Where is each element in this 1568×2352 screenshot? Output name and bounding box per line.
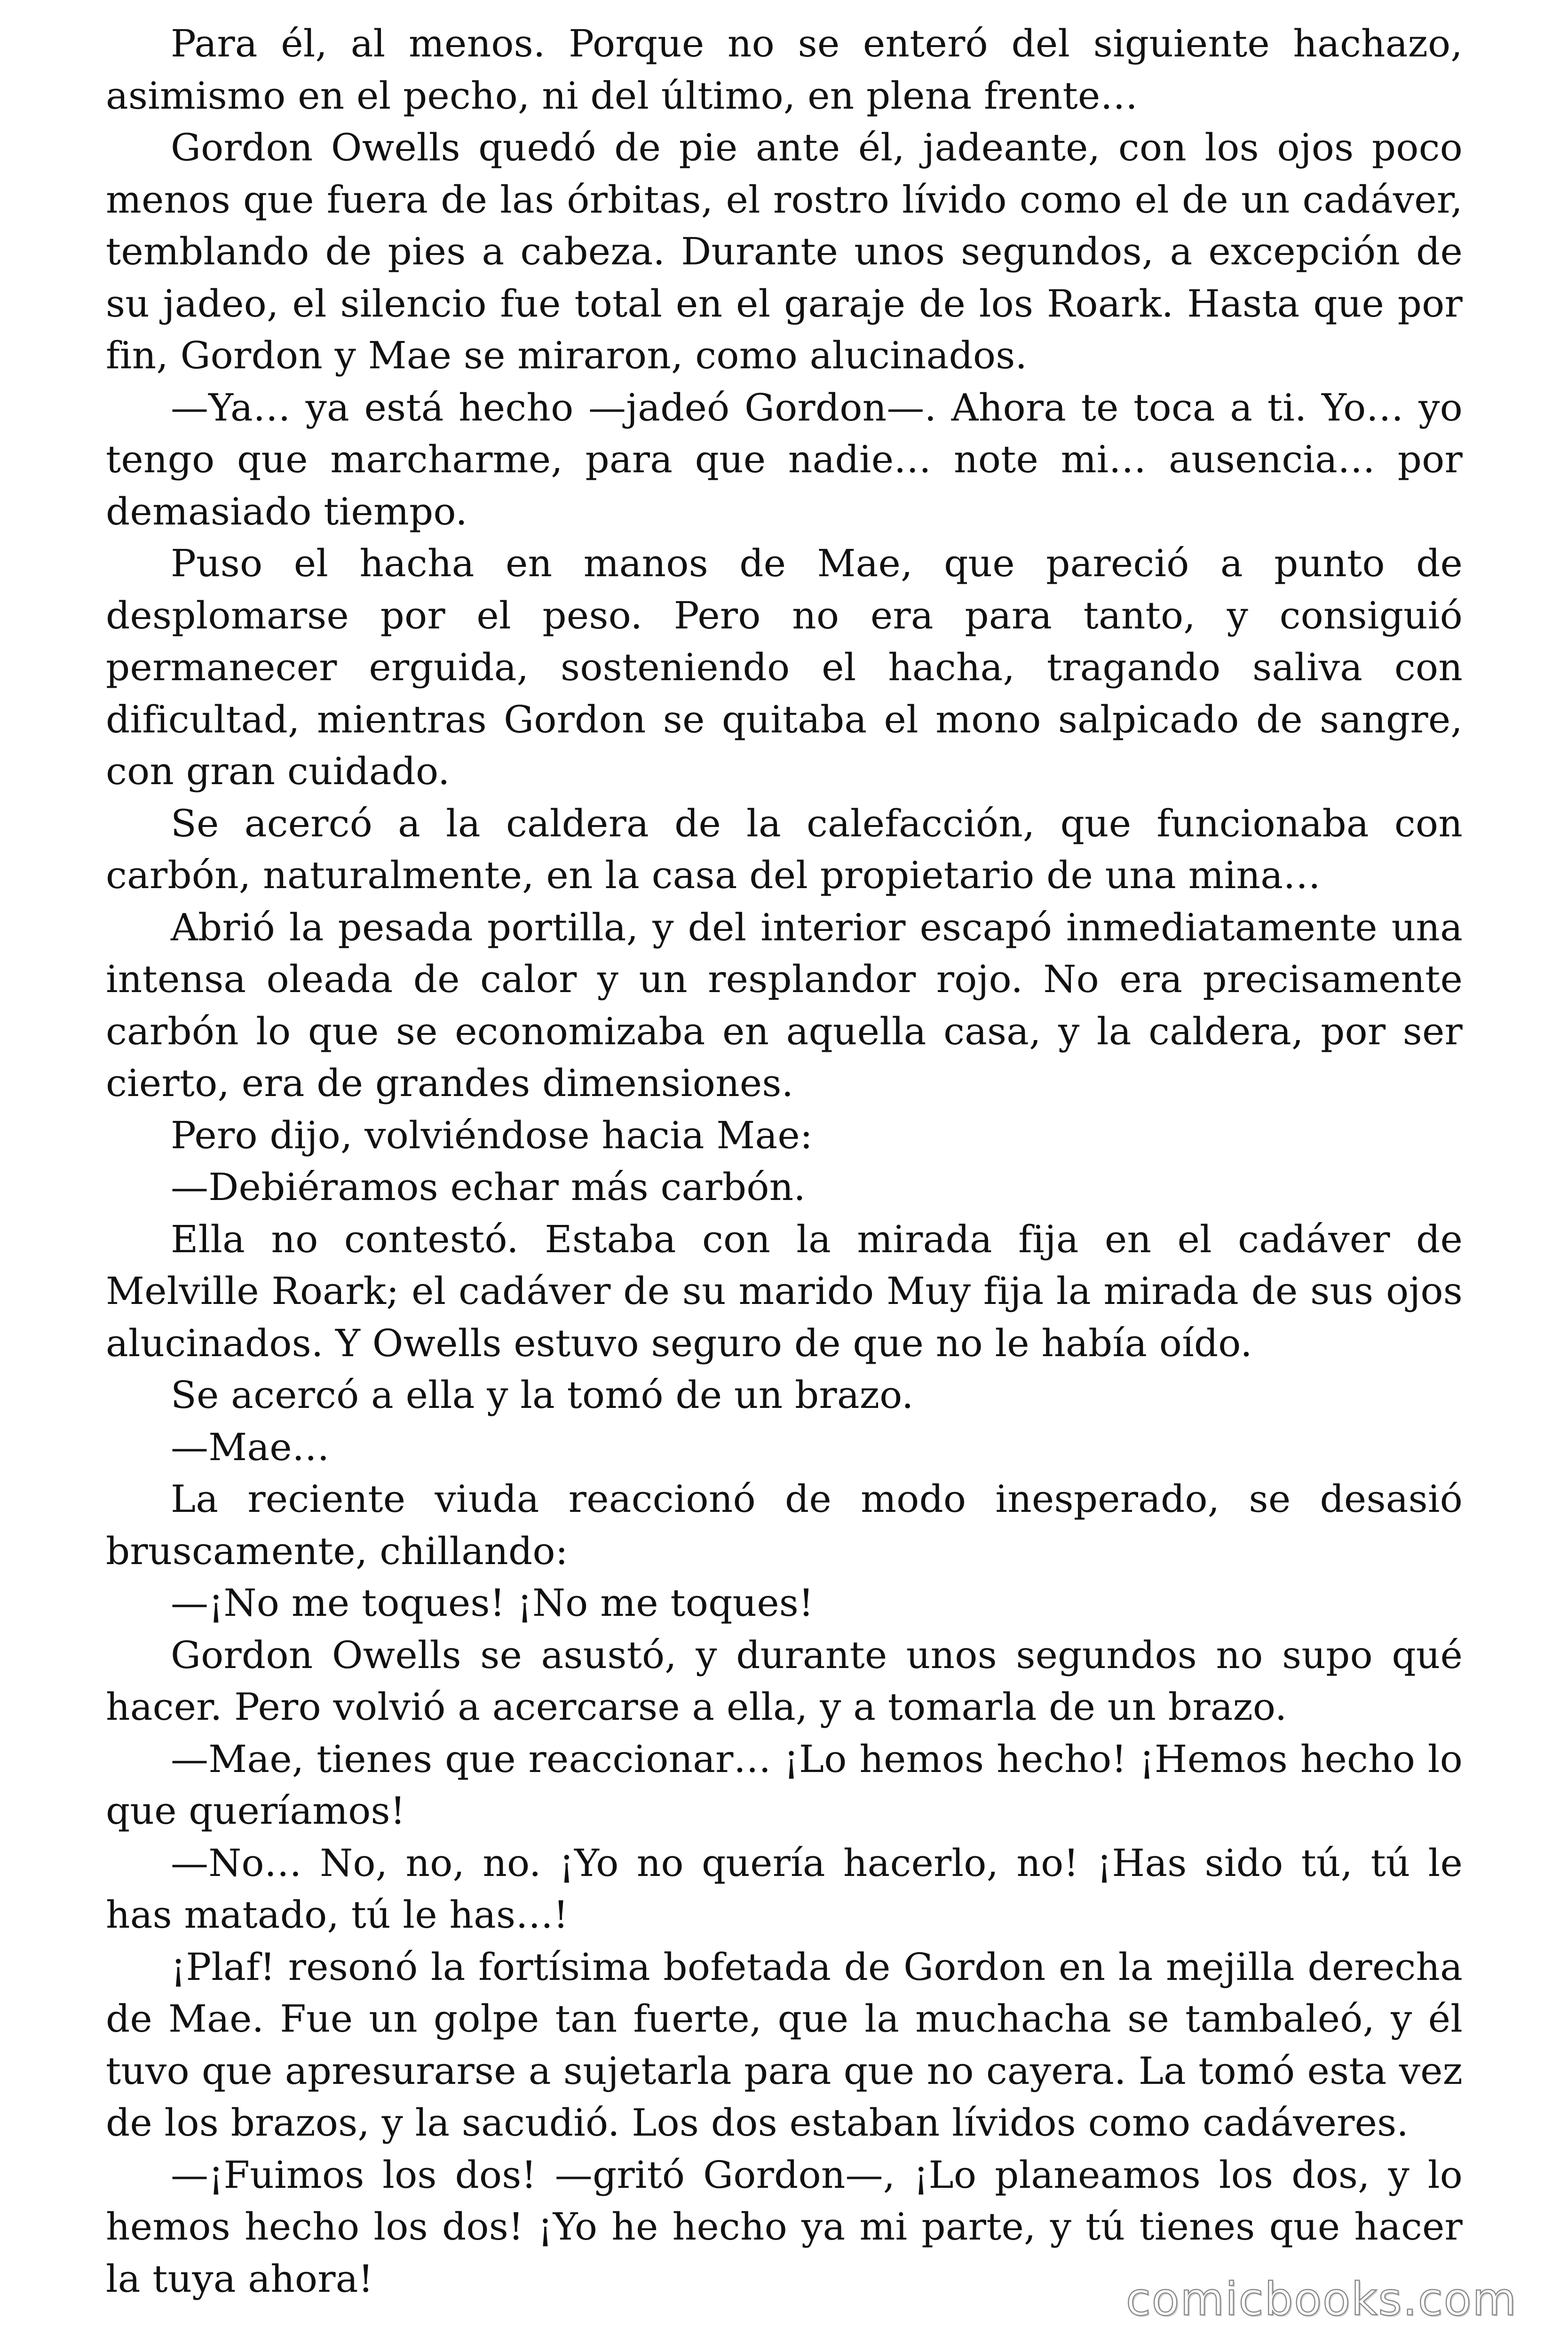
paragraph: Se acercó a ella y la tomó de un brazo.	[171, 1373, 914, 1417]
paragraph: —¡No me toques! ¡No me toques!	[171, 1581, 814, 1625]
paragraph: La reciente viuda reaccionó de modo inesperado, se desasió bruscamente, chillando:	[106, 1477, 1463, 1573]
paragraph: Ella no contestó. Estaba con la mirada fija en el cadáver de Melville Roark; el cadáver de su marido Muy fija la mirada de sus ojos alucinados. Y Owells estuvo seguro de que no le había oído.	[106, 1217, 1463, 1365]
document-page	[106, 18, 1463, 2305]
paragraph: Se acercó a la caldera de la calefacción, que funcionaba con carbón, naturalmente, en la casa del propietario de una mina…	[106, 801, 1463, 897]
watermark-logo: comicbooks.com	[1125, 2273, 1517, 2326]
paragraph: —¡Fuimos los dos! —gritó Gordon—, ¡Lo planeamos los dos, y lo hemos hecho los dos! ¡Yo he hecho ya mi parte, y tú tienes que hacer la tuya ahora!	[106, 2153, 1463, 2301]
paragraph: —Debiéramos echar más carbón.	[171, 1165, 806, 1209]
paragraph: —No… No, no, no. ¡Yo no quería hacerlo, no! ¡Has sido tú, tú le has matado, tú le has…!	[106, 1841, 1463, 1937]
paragraph: Puso el hacha en manos de Mae, que pareció a punto de desplomarse por el peso. Pero no era para tanto, y consiguió permanecer erguida, sosteniendo el hacha, tragando saliva con dificultad, mientras Gordon se quitaba el mono salpicado de sangre, con gran cuidado.	[106, 541, 1463, 793]
paragraph: —Ya… ya está hecho —jadeó Gordon—. Ahora te toca a ti. Yo… yo tengo que marcharme, para que nadie… note mi… ausencia… por demasiado tiempo.	[106, 385, 1463, 533]
paragraph: Abrió la pesada portilla, y del interior escapó inmediatamente una intensa oleada de calor y un resplandor rojo. No era precisamente carbón lo que se economizaba en aquella casa, y la caldera, por ser cierto, era de grandes dimensiones.	[106, 905, 1463, 1105]
paragraph: —Mae, tienes que reaccionar… ¡Lo hemos hecho! ¡Hemos hecho lo que queríamos!	[106, 1737, 1463, 1833]
paragraph: Pero dijo, volviéndose hacia Mae:	[171, 1113, 813, 1157]
paragraph: Para él, al menos. Porque no se enteró del siguiente hachazo, asimismo en el pecho, ni del último, en plena frente…	[106, 22, 1463, 118]
paragraph: Gordon Owells se asustó, y durante unos segundos no supo qué hacer. Pero volvió a acercarse a ella, y a tomarla de un brazo.	[106, 1633, 1463, 1729]
paragraph: —Mae…	[171, 1425, 330, 1469]
paragraph: Gordon Owells quedó de pie ante él, jadeante, con los ojos poco menos que fuera de las órbitas, el rostro lívido como el de un cadáver, temblando de pies a cabeza. Durante unos segundos, a excepción de su jadeo, el silencio fue total en el garaje de los Roark. Hasta que por fin, Gordon y Mae se miraron, como alucinados.	[106, 126, 1463, 377]
paragraph: ¡Plaf! resonó la fortísima bofetada de Gordon en la mejilla derecha de Mae. Fue un golpe tan fuerte, que la muchacha se tambaleó, y él tuvo que apresurarse a sujetarla para que no cayera. La tomó esta vez de los brazos, y la sacudió. Los dos estaban lívidos como cadáveres.	[106, 1945, 1463, 2145]
